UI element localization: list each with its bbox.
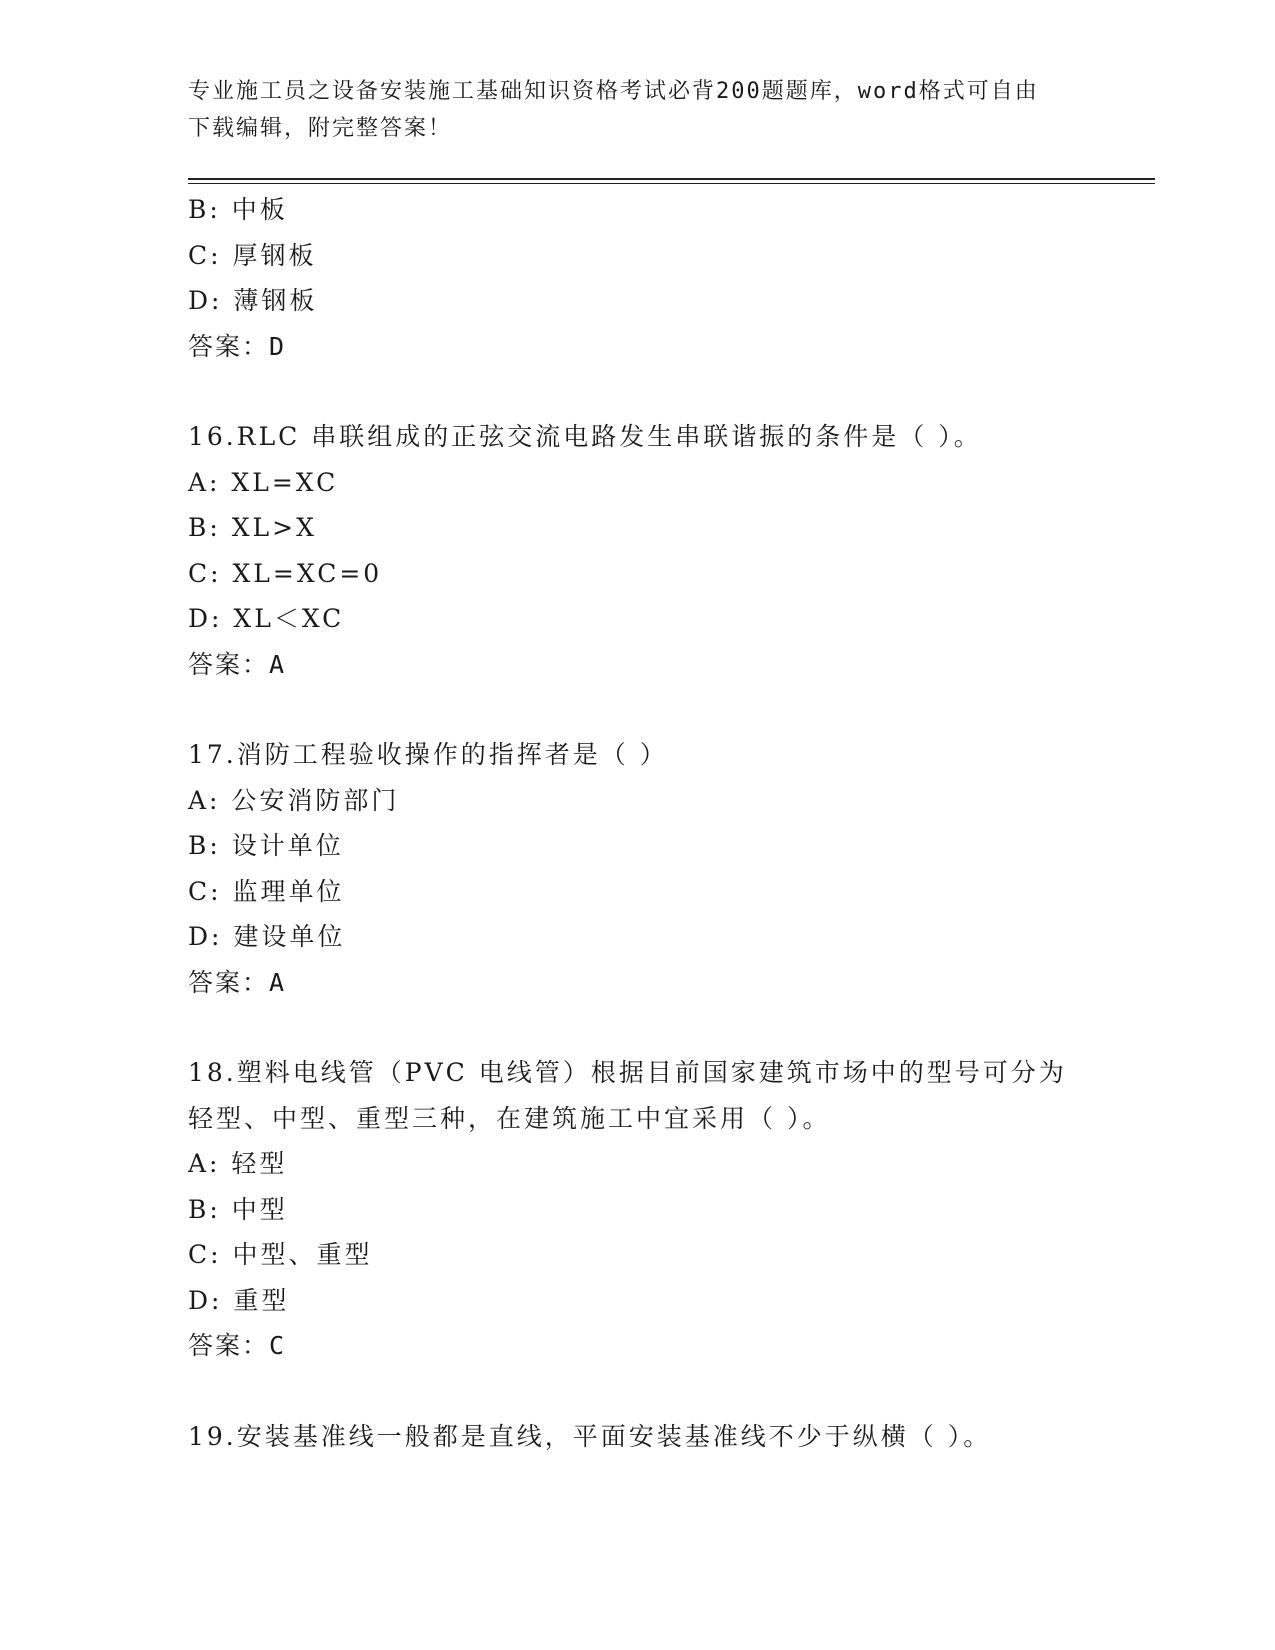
option-c: C: 厚钢板 <box>188 240 317 270</box>
option-b: B: 中板 <box>188 195 288 224</box>
option-d: D: 建设单位 <box>188 922 346 951</box>
option-a: A: XL=XC <box>188 467 339 497</box>
option-a: A: 轻型 <box>188 1149 288 1178</box>
question-stem-line-2: 轻型、中型、重型三种，在建筑施工中宜采用（ ）。 <box>188 1103 831 1133</box>
question-16 <box>188 414 1118 687</box>
question-19 <box>188 1414 1118 1460</box>
option-c: C: XL=XC=0 <box>188 558 383 588</box>
header-line-1: 专业施工员之设备安装施工基础知识资格考试必背200题题库，word格式可自由 <box>188 79 1039 104</box>
answer-line: 答案：A <box>188 967 287 997</box>
option-b: B: 设计单位 <box>188 831 344 860</box>
question-stem-line-1: 18.塑料电线管（PVC 电线管）根据目前国家建筑市场中的型号可分为 <box>188 1058 1067 1087</box>
option-b: B: XL>X <box>188 513 317 542</box>
option-b: B: 中型 <box>188 1194 288 1224</box>
question-stem: 17.消防工程验收操作的指挥者是（ ） <box>188 740 668 769</box>
question-stem: 16.RLC 串联组成的正弦交流电路发生串联谐振的条件是（ ）。 <box>188 422 982 451</box>
question-stem: 19.安装基准线一般都是直线，平面安装基准线不少于纵横（ ）。 <box>188 1421 992 1451</box>
question-list <box>188 187 1118 1459</box>
option-d: D: 薄钢板 <box>188 286 318 315</box>
option-c: C: 中型、重型 <box>188 1240 373 1269</box>
question-15-continued <box>188 187 1118 369</box>
option-c: C: 监理单位 <box>188 876 345 906</box>
answer-line: 答案：D <box>188 331 287 361</box>
question-17 <box>188 732 1118 1005</box>
option-d: D: XL＜XC <box>188 604 345 633</box>
answer-line: 答案：C <box>188 1331 287 1360</box>
header-line-2: 下载编辑，附完整答案！ <box>188 116 453 141</box>
answer-line: 答案：A <box>188 649 287 679</box>
header-divider-thick <box>188 178 1155 180</box>
header-divider-thin <box>188 183 1155 184</box>
question-18 <box>188 1050 1118 1369</box>
option-d: D: 重型 <box>188 1285 290 1315</box>
document-header <box>188 73 1088 147</box>
option-a: A: 公安消防部门 <box>188 785 400 815</box>
